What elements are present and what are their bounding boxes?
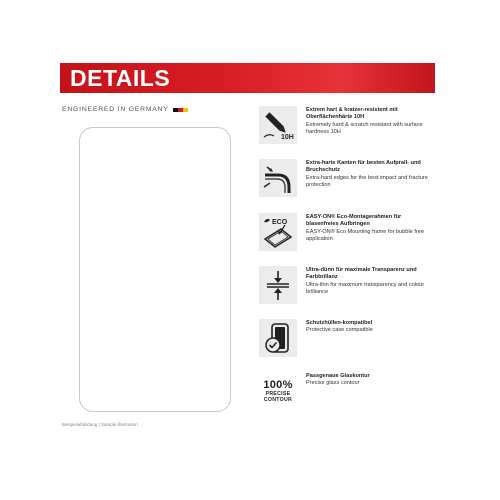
feature-precise-contour-en: Precise glass contour: [306, 380, 360, 387]
feature-case-compatible-en: Protective case compatible: [306, 327, 373, 334]
precise-contour-icon: [259, 372, 297, 410]
eco-mounting-frame-icon: [259, 213, 297, 251]
feature-edges: [259, 159, 439, 197]
feature-eco-frame-en: EASY-ON® Eco Mounting frame for bubble free application: [306, 228, 425, 243]
impact-edge-icon: [259, 159, 297, 197]
feature-ultra-thin-en: Ultra-thin for maximum transparency and colour brilliance: [306, 281, 425, 296]
sample-illustration-note: Beispielabbildung | Sample illustration: [62, 422, 138, 427]
feature-hardness: [259, 106, 439, 144]
feature-hardness-de: Extrem hart & kratzer-resistent mit Oberflächenhärte 10H: [306, 107, 398, 121]
feature-hardness-en: Extremely hard & scratch resistant with surface hardness 10H: [306, 121, 423, 136]
subtitle: ENGINEERED IN GERMANY: [62, 106, 169, 113]
subtitle-row: [62, 106, 188, 113]
feature-case-compatible-de: Schutzhüllen-kompatibel: [306, 320, 373, 326]
feature-case-compatible: [259, 319, 439, 357]
feature-precise-contour-de: Passgenaue Glaskontur: [306, 373, 370, 379]
feature-ultra-thin-de: Ultra-dünn für maximale Transparenz und Farbbrillanz: [306, 267, 417, 281]
feature-eco-frame: [259, 213, 439, 251]
contour-word: CONTOUR: [263, 396, 293, 403]
screen-protector-illustration: [79, 127, 231, 412]
precise-percent: 100%: [263, 378, 293, 391]
pen-scratch-icon: [259, 106, 297, 144]
eco-label: ECO: [272, 219, 288, 226]
banner-title: DETAILS: [70, 65, 171, 91]
feature-ultra-thin: [259, 266, 439, 304]
details-banner: [60, 63, 435, 93]
ultra-thin-arrows-icon: [259, 266, 297, 304]
case-compatible-icon: [259, 319, 297, 357]
hardness-label: 10H: [281, 134, 294, 141]
feature-eco-frame-de: EASY-ON® Eco-Montagerahmen für blasenfreies Aufbringen: [306, 214, 402, 228]
feature-edges-en: Extra-hard edges for the best impact and fracture protection: [306, 174, 428, 189]
precise-word: PRECISE: [265, 390, 291, 397]
german-flag-icon: [173, 108, 188, 112]
feature-edges-de: Extra-harte Kanten für besten Aufprall- und Bruchschutz: [306, 160, 421, 174]
feature-precise-contour: [259, 372, 439, 410]
